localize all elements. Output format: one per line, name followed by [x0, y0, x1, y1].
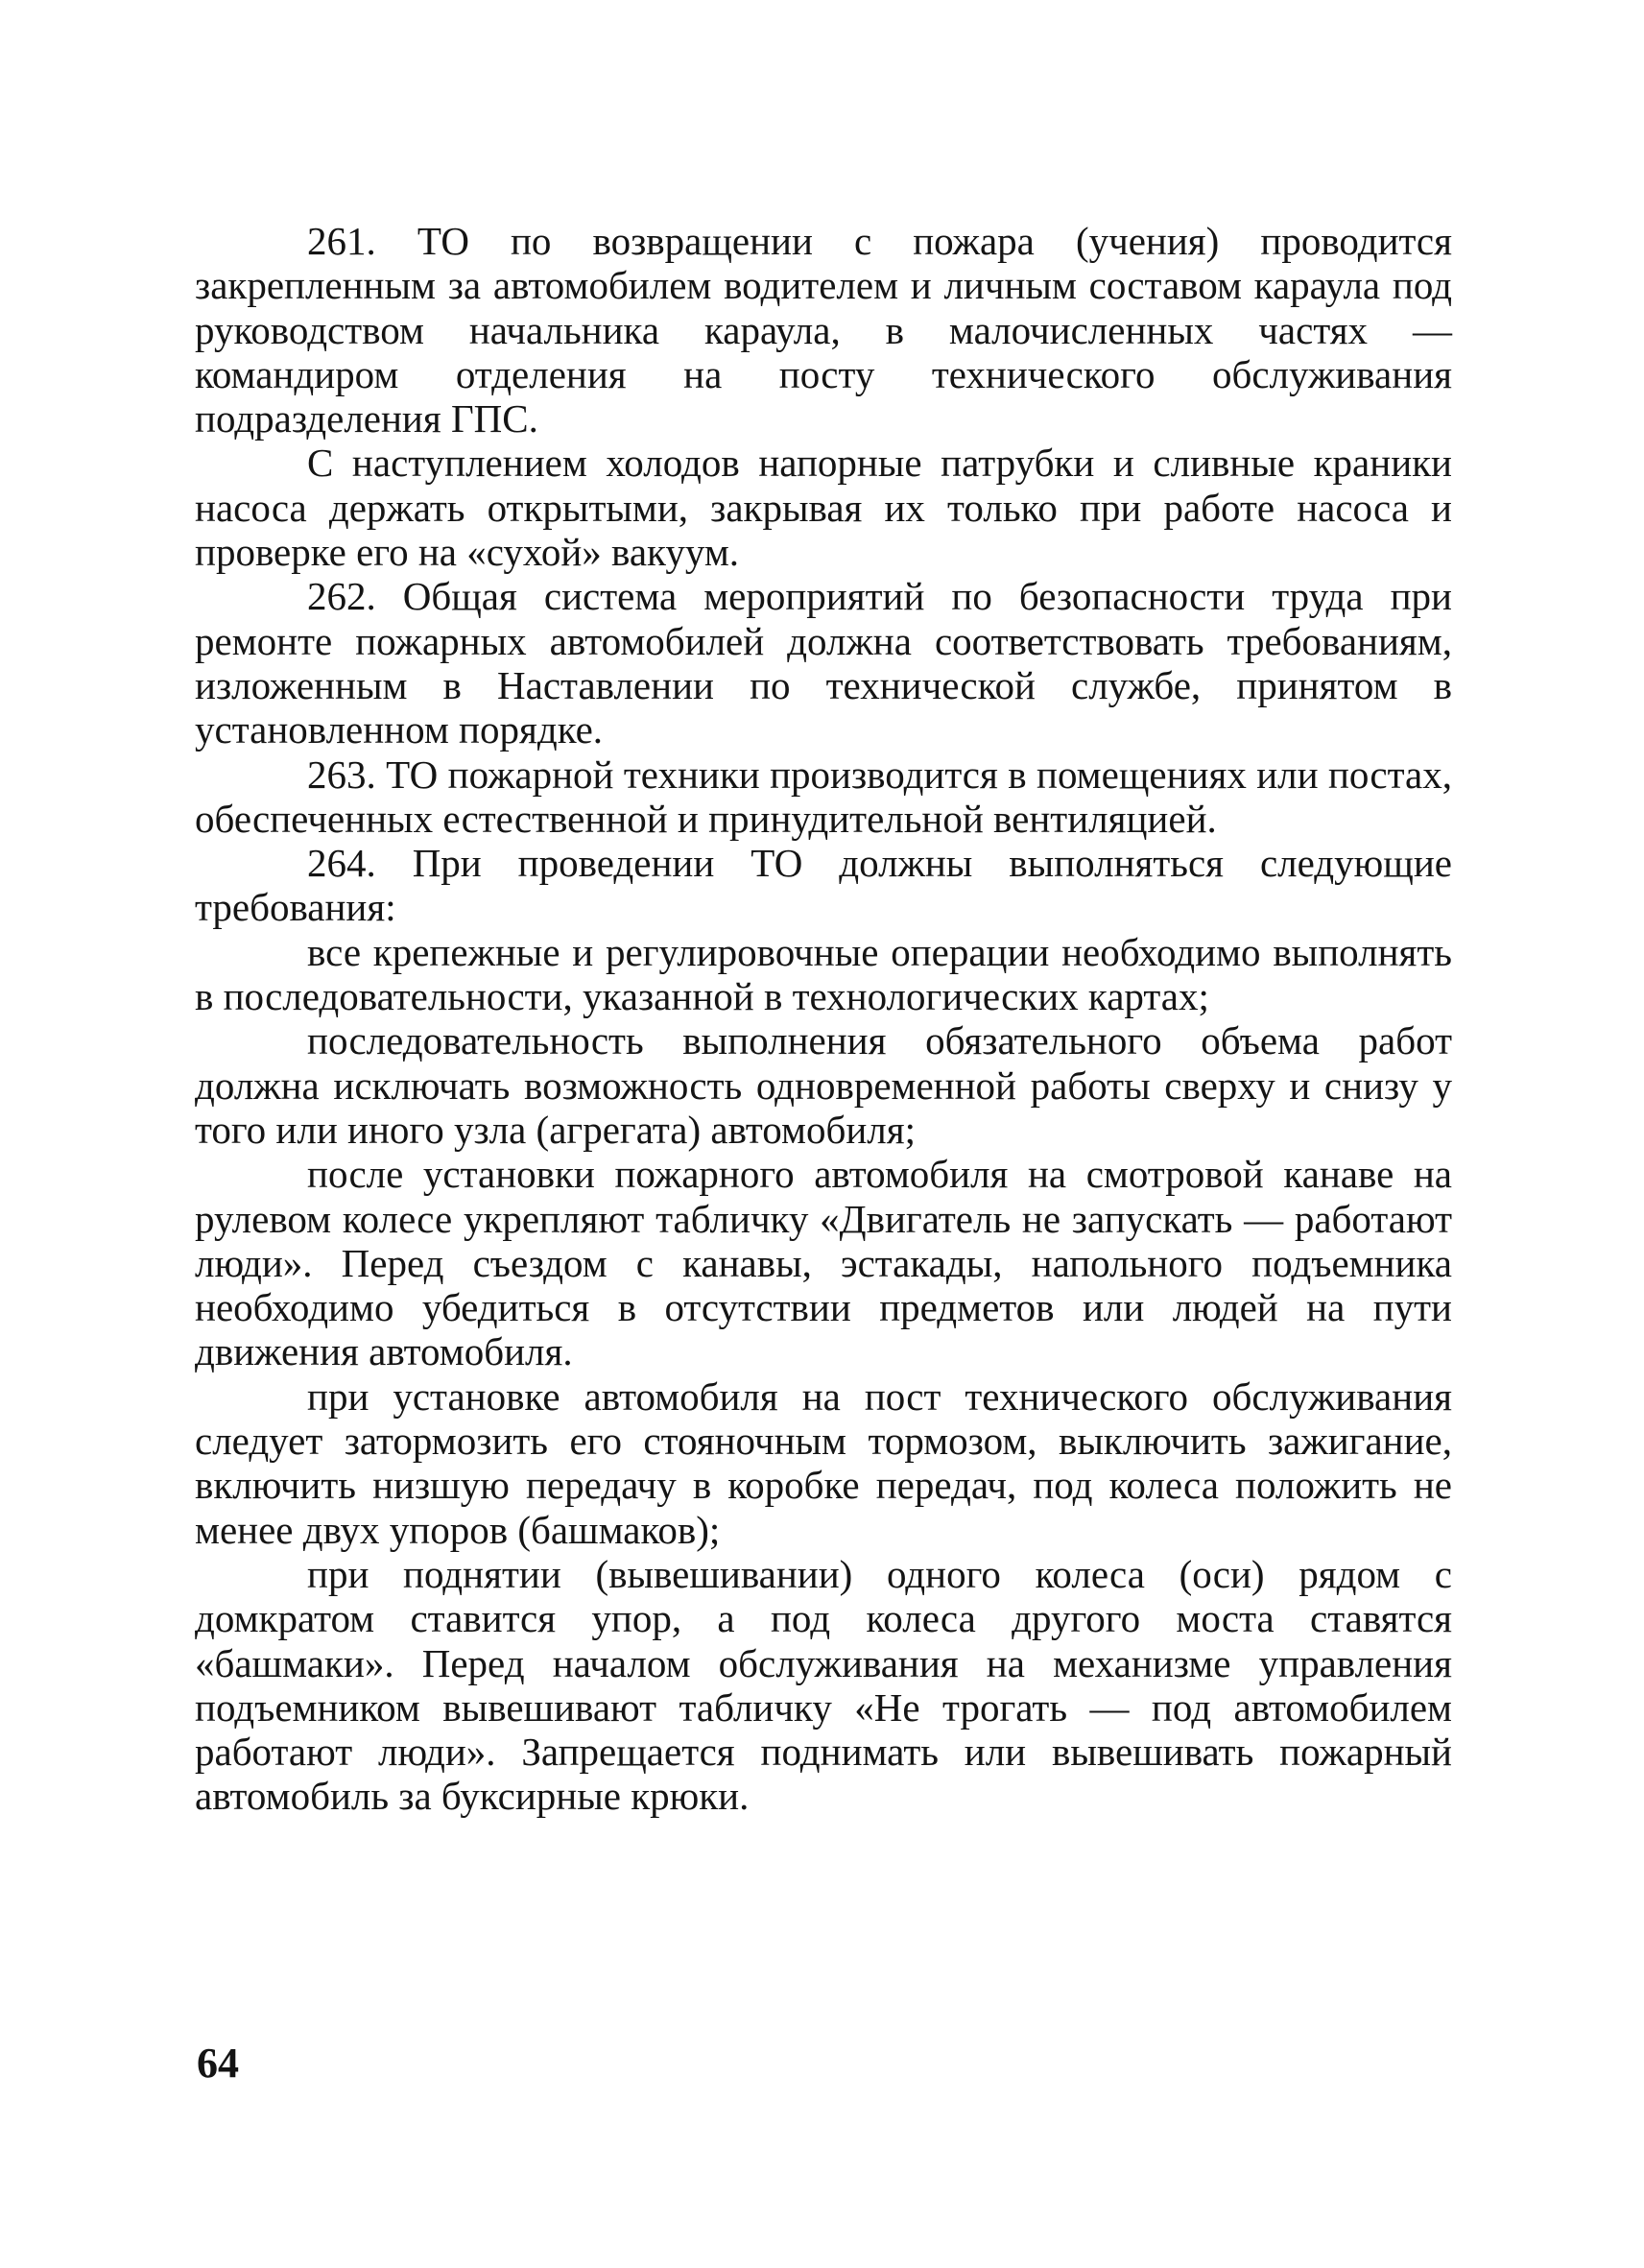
paragraph-261: 261. ТО по возвращении с пожара (учения) проводится закрепленным за автомобилем водителем и личным составом караула под руководством начальника караула, в малочисленных частях — командиром отделения на посту технического обслуживания подразделения ГПС.	[195, 219, 1452, 442]
paragraph-264: 264. При проведении ТО должны выполняться следующие требования:	[195, 841, 1452, 930]
body-text	[195, 219, 1452, 1819]
paragraph-cold-weather: С наступлением холодов напорные патрубки и сливные краники насоса держать открытыми, закрывая их только при работе насоса и проверке его на «сухой» вакуум.	[195, 441, 1452, 575]
page-number: 64	[197, 2040, 239, 2087]
requirement-fastening: все крепежные и регулировочные операции необходимо выполнять в последовательности, указанной в технологических картах;	[195, 929, 1452, 1019]
requirement-service-post: при установке автомобиля на пост технического обслуживания следует затормозить его стояночным тормозом, выключить зажигание, включить низшую передачу в коробке передач, под колеса положить не менее двух упоров (башмаков);	[195, 1373, 1452, 1552]
requirement-inspection-pit: после установки пожарного автомобиля на смотровой канаве на рулевом колесе укрепляют табличку «Двигатель не запускать — работают люди». Перед съездом с канавы, эстакады, напольного подъемника необходимо убедиться в отсутствии предметов или людей на пути движения автомобиля.	[195, 1152, 1452, 1374]
paragraph-263: 263. ТО пожарной техники производится в помещениях или постах, обеспеченных естественной и принудительной вентиляцией.	[195, 752, 1452, 841]
requirement-work-sequence: последовательность выполнения обязательного объема работ должна исключать возможность одновременной работы сверху и снизу у того или иного узла (агрегата) автомобиля;	[195, 1018, 1452, 1152]
requirement-lifting: при поднятии (вывешивании) одного колеса (оси) рядом с домкратом ставится упор, а под колеса другого моста ставятся «башмаки». Перед началом обслуживания на механизме управления подъемником вывешивают табличку «Не трогать — под автомобилем работают люди». Запрещается поднимать или вывешивать пожарный автомобиль за буксирные крюки.	[195, 1551, 1452, 1819]
paragraph-262: 262. Общая система мероприятий по безопасности труда при ремонте пожарных автомобилей должна соответствовать требованиям, изложенным в Наставлении по технической службе, принятом в установленном порядке.	[195, 574, 1452, 752]
